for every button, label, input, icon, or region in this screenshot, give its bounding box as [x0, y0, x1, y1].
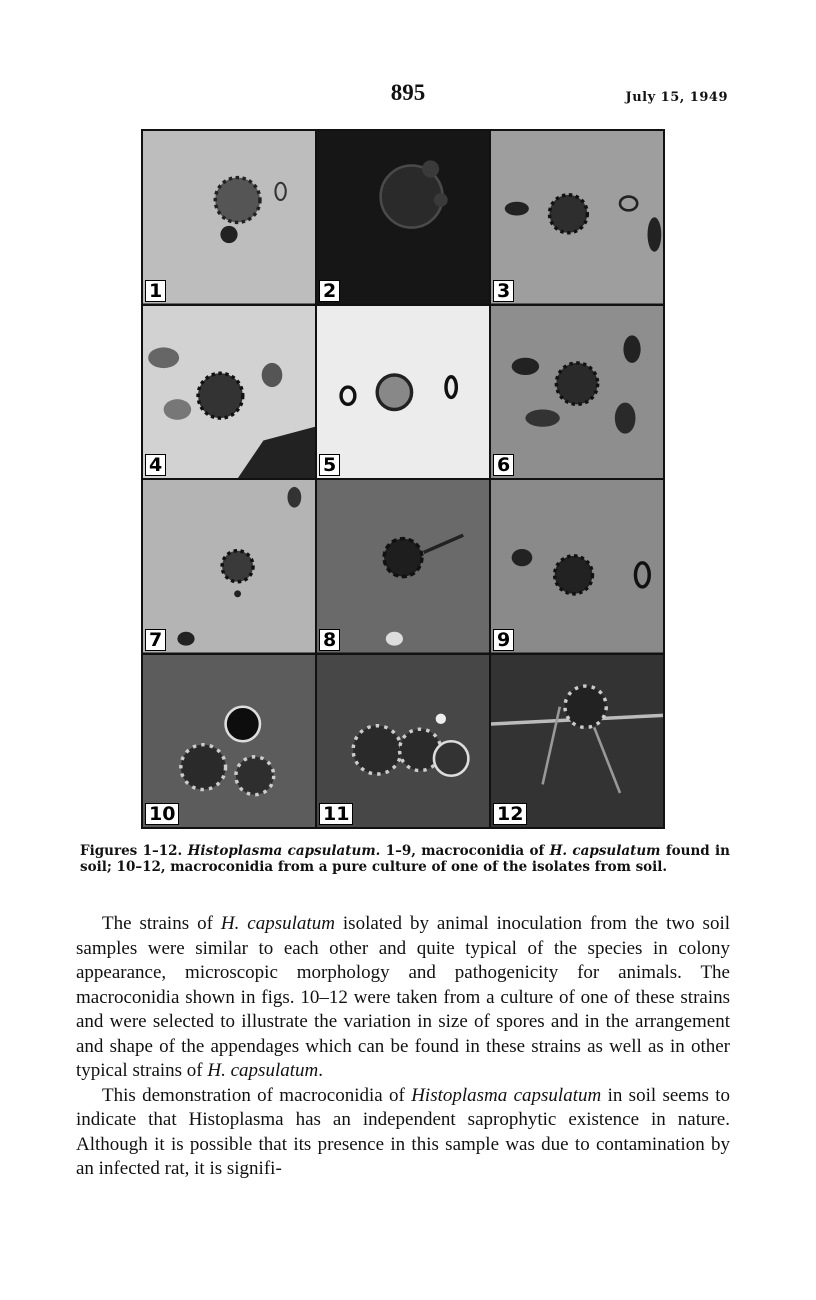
figure-plate [141, 129, 665, 829]
panel-label: 7 [145, 629, 166, 651]
figure-panel-4 [143, 306, 315, 479]
micrograph-image [491, 655, 663, 828]
p2-text-b: in soil seems to indicate that Histoplasma has an independent saprophytic existence in nature. Although it is possible that its presence in this sample was due to contamination by an infected rat, it is signifi- [76, 1084, 730, 1179]
figure-panel-2 [317, 131, 489, 304]
micrograph-image [317, 306, 489, 479]
figure-panel-6 [491, 306, 663, 479]
figure-panel-8 [317, 480, 489, 653]
panel-label: 5 [319, 454, 340, 476]
panel-label: 10 [145, 803, 179, 825]
paragraph-1 [76, 912, 730, 1084]
micrograph-image [143, 655, 315, 828]
figure-panel-5 [317, 306, 489, 479]
body-text [76, 912, 730, 1182]
micrograph-image [143, 131, 315, 304]
panel-label: 1 [145, 280, 166, 302]
panel-label: 12 [493, 803, 527, 825]
p1-text-a: The strains of [102, 913, 213, 934]
paragraph-2 [76, 1084, 730, 1182]
panel-label: 11 [319, 803, 353, 825]
publication-date: July 15, 1949 [625, 90, 728, 105]
p1-species-1: H. capsulatum [220, 913, 335, 934]
figure-panel-7 [143, 480, 315, 653]
p1-text-c: . [318, 1060, 323, 1081]
page-number: 895 [390, 80, 426, 105]
panel-label: 6 [493, 454, 514, 476]
figure-panel-1 [143, 131, 315, 304]
micrograph-image [143, 480, 315, 653]
figure-panel-3 [491, 131, 663, 304]
p2-text-a: This demonstration of macroconidia of [102, 1084, 405, 1106]
panel-label: 4 [145, 454, 166, 476]
panel-label: 2 [319, 280, 340, 302]
figure-panel-10 [143, 655, 315, 828]
p1-species-2: H. capsulatum [207, 1060, 319, 1081]
figure-panel-9 [491, 480, 663, 653]
figure-panel-11 [317, 655, 489, 828]
micrograph-image [143, 306, 315, 479]
panel-label: 8 [319, 629, 340, 651]
micrograph-image [317, 480, 489, 653]
p1-text-b: isolated by animal inoculation from the two soil samples were similar to each other and quite typical of the species in colony appearance, microscopic morphology and pathogenicity for animals. The macroconidia shown in figs. 10–12 were taken from a culture of one of these strains and were selected to illustrate the variation in size of spores and in the arrangement and shape of the appendages which can be found in these strains as well as in other typical strains of [76, 913, 731, 1081]
micrograph-image [491, 131, 663, 304]
micrograph-image [491, 480, 663, 653]
figure-caption [80, 843, 730, 875]
micrograph-image [317, 655, 489, 828]
caption-species: Histoplasma capsulatum. [187, 843, 381, 859]
caption-part1: 1–9, macroconidia of [385, 843, 545, 859]
micrograph-image [491, 306, 663, 479]
caption-part2: found in soil; 10–12, macroconidia from a pure culture of one of the isolates from soil. [80, 843, 730, 875]
panel-label: 3 [493, 280, 514, 302]
caption-lead: Figures 1–12. [80, 843, 183, 859]
micrograph-image [317, 131, 489, 304]
p2-species: Histoplasma capsulatum [411, 1084, 602, 1106]
figure-panel-12 [491, 655, 663, 828]
caption-species-abbrev: H. capsulatum [549, 843, 661, 859]
panel-label: 9 [493, 629, 514, 651]
